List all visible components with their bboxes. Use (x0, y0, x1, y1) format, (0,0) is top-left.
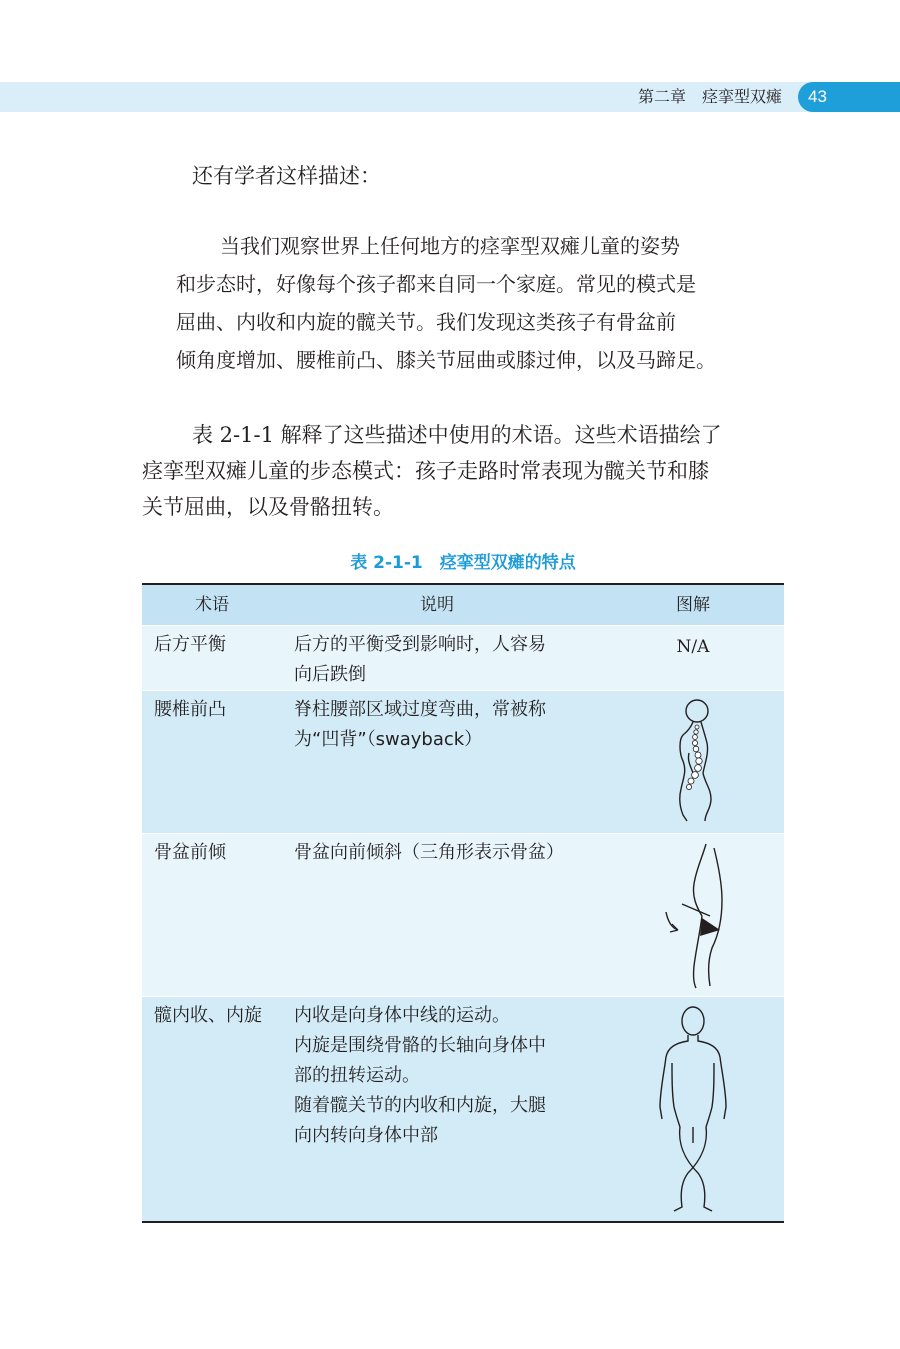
desc-line: 向后跌倒 (294, 664, 366, 685)
characteristics-table (142, 583, 784, 1223)
pelvic-tilt-figure (634, 840, 752, 994)
term-lordosis: 腰椎前凸 (154, 699, 226, 720)
term-pelvic-tilt: 骨盆前倾 (154, 842, 226, 863)
header-term: 术语 (195, 595, 229, 615)
quote-line-1: 当我们观察世界上任何地方的痉挛型双瘫儿童的姿势 (220, 234, 680, 258)
desc-hip-rotation (294, 1001, 612, 1151)
desc-line: 为“凹背”（swayback） (294, 729, 483, 750)
header-description: 说明 (420, 595, 454, 615)
paragraph-line-1: 表 2-1-1 解释了这些描述中使用的术语。这些术语描绘了 (192, 423, 722, 447)
desc-line: 内旋是围绕骨骼的长轴向身体中 (294, 1035, 546, 1056)
pelvic-tilt-illustration (648, 840, 738, 990)
table-caption: 表 2-1-1 痉挛型双瘫的特点 (350, 553, 576, 573)
swayback-illustration (653, 697, 733, 827)
desc-pelvic-tilt (294, 838, 614, 868)
figure-na: N/A (676, 637, 710, 657)
paragraph-line-3: 关节屈曲，以及骨骼扭转。 (142, 495, 394, 519)
page-number: 43 (808, 87, 827, 106)
table-row (142, 833, 784, 996)
swayback-figure (634, 697, 752, 831)
term-hip-rotation: 髋内收、内旋 (154, 1005, 262, 1026)
quote-line-4: 倾角度增加、腰椎前凸、膝关节屈曲或膝过伸，以及马蹄足。 (176, 348, 716, 372)
table-row (142, 996, 784, 1221)
desc-line: 向内转向身体中部 (294, 1125, 438, 1146)
desc-posterior-balance (294, 630, 612, 690)
desc-line: 后方的平衡受到影响时，人容易 (294, 634, 546, 655)
quote-line-3: 屈曲、内收和内旋的髋关节。我们发现这类孩子有骨盆前 (176, 310, 676, 334)
term-posterior-balance: 后方平衡 (154, 634, 226, 655)
quote-line-2: 和步态时，好像每个孩子都来自同一个家庭。常见的模式是 (176, 272, 696, 296)
table-row (142, 690, 784, 833)
chapter-title: 痉挛型双瘫 (701, 87, 782, 106)
header-illustration: 图解 (676, 595, 710, 615)
table-row (142, 625, 784, 690)
running-header-title (638, 86, 782, 108)
chapter-label: 第二章 (637, 87, 686, 106)
table-header-row (142, 585, 784, 625)
desc-line: 随着髋关节的内收和内旋，大腿 (294, 1095, 546, 1116)
desc-line: 内收是向身体中线的运动。 (294, 1005, 510, 1026)
desc-line: 骨盆向前倾斜（三角形表示骨盆） (294, 842, 564, 863)
hip-rotation-figure (634, 1003, 752, 1222)
hip-rotation-illustration (648, 1003, 738, 1218)
desc-line: 脊柱腰部区域过度弯曲，常被称 (294, 699, 546, 720)
paragraph-line-2: 痉挛型双瘫儿童的步态模式：孩子走路时常表现为髋关节和膝 (142, 459, 709, 483)
desc-lordosis (294, 695, 612, 755)
desc-line: 部的扭转运动。 (294, 1065, 420, 1086)
intro-text: 还有学者这样描述： (192, 164, 381, 188)
